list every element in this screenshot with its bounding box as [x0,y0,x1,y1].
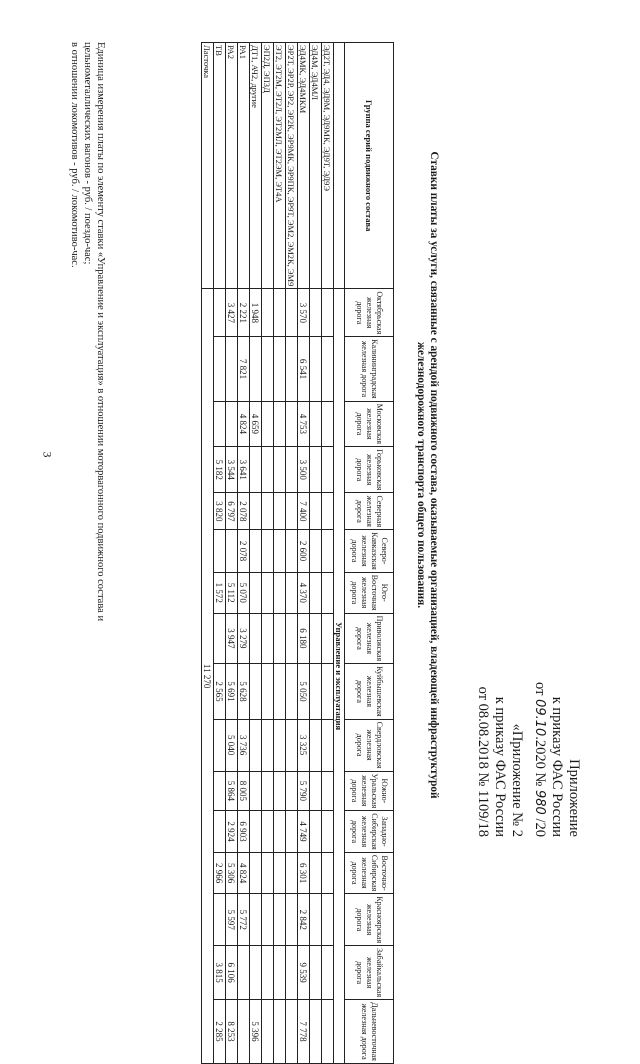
rate-cell [286,946,298,1000]
rate-cell [322,337,334,401]
rate-cell [310,946,322,1000]
column-header: Октябрьская железная дорога [345,289,394,337]
rate-cell [262,447,274,493]
rate-cell [274,664,286,719]
header-line-6: от 08.08.2018 № 1109/18 [475,686,491,837]
row-series-name: ЭД4МК, ЭД4МКМ [298,43,310,289]
rate-cell: 2 078 [238,493,250,530]
row-series-name: РА2 [226,43,238,289]
rate-cell: 4 824 [238,852,250,894]
column-header: Северная железная дорога [345,493,394,530]
rate-cell [274,771,286,811]
rate-cell [310,447,322,493]
section-row [334,43,345,1064]
rate-cell [310,719,322,771]
rate-cell [310,894,322,946]
header-date-day: 09.10 [532,699,547,737]
rate-cell [262,289,274,337]
rate-cell: 8 253 [226,1000,238,1064]
rate-cell [310,771,322,811]
rate-cell [286,572,298,613]
rate-cell: 5 306 [226,852,238,894]
table-row [226,43,238,1064]
rate-cell [310,530,322,573]
rate-cell [322,894,334,946]
note-line-3: в отношении локомотивов - руб. / локомотиво-час. [69,42,80,268]
rate-cell [262,946,274,1000]
rate-cell [250,664,262,719]
rate-cell [250,447,262,493]
row-series-name: ЭД2Т, ЭД4, ЭД9М, ЭД9МК, ЭД9Т, ЭД9Э [322,43,334,289]
rate-cell: 3 427 [226,289,238,337]
rate-cell: 2 842 [298,894,310,946]
rate-cell: 5 597 [226,894,238,946]
rate-cell: 4 749 [298,811,310,853]
header-line-5: к приказу ФАС России [492,696,508,837]
rate-cell [274,289,286,337]
page-number: 3 [40,451,55,458]
rate-cell [286,811,298,853]
rate-cell [286,447,298,493]
rates-table [201,42,394,1064]
header-order-suffix: /20 [532,818,548,837]
row-series-name: ТВ [214,43,226,289]
rate-cell [286,771,298,811]
rate-cell [274,811,286,853]
rate-cell: 5 864 [226,771,238,811]
rate-cell [310,664,322,719]
unit-note [68,42,107,867]
rate-cell [274,530,286,573]
column-header: Красноярская железная дорога [345,894,394,946]
rate-cell: 1 948 [250,289,262,337]
rate-cell: 2 924 [226,811,238,853]
rate-cell: 6 541 [298,337,310,401]
header-date-prefix: от [532,682,548,696]
rate-cell [286,493,298,530]
rate-cell [226,337,238,401]
rate-cell: 4 659 [250,401,262,446]
rate-cell: 4 370 [298,572,310,613]
header-line-3 [531,682,548,837]
rate-cell [250,337,262,401]
rate-cell: 6 903 [238,811,250,853]
row-series-name: ЭД4М, ЭД4МЛ [310,43,322,289]
lastochka-label: Ласточка [202,43,214,289]
rate-cell [262,613,274,664]
rate-cell: 5 050 [298,664,310,719]
rate-cell [310,613,322,664]
rate-cell [322,572,334,613]
row-series-name: РА1 [238,43,250,289]
rate-cell [250,894,262,946]
rate-cell [310,1000,322,1064]
rate-cell [214,613,226,664]
rate-cell: 2 221 [238,289,250,337]
rate-cell: 3 815 [214,946,226,1000]
rate-cell [274,572,286,613]
rate-cell: 3 736 [238,719,250,771]
rate-cell [310,337,322,401]
rate-cell [286,530,298,573]
rate-cell [322,811,334,853]
rate-cell [322,771,334,811]
column-header: Московская железная дорога [345,401,394,446]
rate-cell [286,894,298,946]
rate-cell [286,719,298,771]
rate-cell [322,664,334,719]
rate-cell [286,1000,298,1064]
table-row [214,43,226,1064]
column-header: Юго-Восточная железная дорога [345,572,394,613]
rate-cell [250,946,262,1000]
column-header: Дальневосточная железная дорога [345,1000,394,1064]
rate-cell: 4 753 [298,401,310,446]
rate-cell [310,852,322,894]
header-line-4: «Приложение № 2 [509,723,525,837]
lastochka-value: 11 270 [202,289,214,1064]
rate-cell [262,530,274,573]
rate-cell [226,401,238,446]
rate-cell [262,401,274,446]
row-series-name: ЭР2Т, ЭР2Р, ЭР2, ЭР2К, ЭР9МК, ЭР9ПК, ЭР9Т, ЭМ2, ЭМ2К, ЭМ9 [286,43,298,289]
rate-cell [310,811,322,853]
rate-cell [286,613,298,664]
rate-cell [286,289,298,337]
lastochka-row [202,43,214,1064]
rate-cell [262,771,274,811]
rate-cell [286,664,298,719]
rate-cell: 2 285 [214,1000,226,1064]
rate-cell [274,493,286,530]
column-header: Южно-Уральская железная дорога [345,771,394,811]
column-header: Свердловская железная дорога [345,719,394,771]
rate-cell [262,493,274,530]
rate-cell [214,289,226,337]
rate-cell [250,613,262,664]
rate-cell [250,852,262,894]
rate-cell [322,493,334,530]
rate-cell: 6 797 [226,493,238,530]
rate-cell: 5 182 [214,447,226,493]
rate-cell [274,1000,286,1064]
rate-cell [250,493,262,530]
document-title: Ставки платы за услуги, связанные с арендой подвижного состава, оказываемые организацией, владеющей инфраструктурой железнодорожного транспорта общего пользования. [415,151,440,799]
rate-cell [238,946,250,1000]
rate-cell [310,401,322,446]
rate-cell [262,894,274,946]
rate-cell [238,1000,250,1064]
rate-cell: 9 539 [298,946,310,1000]
rate-cell: 5 040 [226,719,238,771]
table-row [274,43,286,1064]
rate-cell [274,447,286,493]
rate-cell: 7 821 [238,337,250,401]
rate-cell: 5 396 [250,1000,262,1064]
rate-cell: 6 180 [298,613,310,664]
rate-cell: 3 279 [238,613,250,664]
rate-cell [310,572,322,613]
rate-cell: 3 947 [226,613,238,664]
order-header [474,682,582,837]
rate-cell: 2 078 [238,530,250,573]
rate-cell [274,719,286,771]
header-line-2: к приказу ФАС России [549,696,565,837]
section-blank-cell [334,43,345,289]
rate-cell [322,289,334,337]
column-header: Забайкальская железная дорога [345,946,394,1000]
rate-cell [262,572,274,613]
rate-cell [214,337,226,401]
rate-cell: 5 772 [238,894,250,946]
column-header: Куйбышевская железная дорога [345,664,394,719]
rate-cell: 5 790 [298,771,310,811]
rate-cell [274,852,286,894]
rate-cell: 4 824 [238,401,250,446]
rate-cell: 3 325 [298,719,310,771]
rate-cell: 8 005 [238,771,250,811]
column-header: Восточно-Сибирская железная дорога [345,852,394,894]
rate-cell [310,289,322,337]
rate-cell: 3 820 [214,493,226,530]
rate-cell [250,572,262,613]
rate-cell [322,852,334,894]
rate-cell [274,946,286,1000]
rate-cell [274,337,286,401]
header-order-number: 980 [532,790,547,815]
rate-cell [262,852,274,894]
table-row [298,43,310,1064]
rate-cell [322,1000,334,1064]
rate-cell [262,337,274,401]
note-line-2: цельнометаллических вагонов - руб. / поездо-час; [82,42,93,265]
table-header-row [345,43,394,1064]
column-header: Приволжская железная дорога [345,613,394,664]
rate-cell [214,771,226,811]
rate-cell [214,530,226,573]
rate-cell: 7 778 [298,1000,310,1064]
note-line-1: Единица измерения платы по элементу ставки «Управление и эксплуатация» в отношении моторвагонного подвижного состава и [95,42,106,622]
rate-cell [322,401,334,446]
group-column-header: Группа серий подвижного состава [345,43,394,289]
section-title: Управление и эксплуатация [334,289,345,1064]
table-row [250,43,262,1064]
rate-cell [286,401,298,446]
rate-cell [226,530,238,573]
rate-cell: 5 112 [226,572,238,613]
rate-cell [274,401,286,446]
rate-cell [262,811,274,853]
rate-cell: 3 544 [226,447,238,493]
rate-cell [214,401,226,446]
rate-cell: 5 691 [226,664,238,719]
rate-cell [322,530,334,573]
rate-cell [286,337,298,401]
rate-cell [214,719,226,771]
rate-cell [262,664,274,719]
rate-cell [214,811,226,853]
rate-cell: 5 070 [238,572,250,613]
rate-cell [262,719,274,771]
rate-cell [310,493,322,530]
rate-cell [250,530,262,573]
rate-cell: 3 641 [238,447,250,493]
rate-cell [274,894,286,946]
table-row [322,43,334,1064]
column-header: Горьковская железная дорога [345,447,394,493]
rate-cell: 1 572 [214,572,226,613]
rate-cell [322,719,334,771]
rate-cell [322,946,334,1000]
rate-cell: 2 966 [214,852,226,894]
table-row [310,43,322,1064]
column-header: Калининградская железная дорога [345,337,394,401]
rate-cell: 2 600 [298,530,310,573]
rate-cell [214,894,226,946]
row-series-name: ДТ1, АЧ2, другие [250,43,262,289]
table-row [286,43,298,1064]
rate-cell: 5 628 [238,664,250,719]
rate-cell [286,852,298,894]
rate-cell [262,1000,274,1064]
column-header: Северо-Кавказская железная дорога [345,530,394,573]
header-line-1: Приложение [566,759,582,837]
rate-cell: 6 301 [298,852,310,894]
rate-cell [322,613,334,664]
rate-cell: 2 565 [214,664,226,719]
header-date-mid: .2020 № [532,736,548,787]
rate-cell: 6 106 [226,946,238,1000]
rate-cell [250,771,262,811]
rate-cell [250,811,262,853]
rate-cell: 3 570 [298,289,310,337]
rate-cell [250,719,262,771]
table-body [202,43,345,1064]
rate-cell [274,613,286,664]
row-series-name: ЭП2Д, ЭП3Д [262,43,274,289]
rate-cell [322,447,334,493]
row-series-name: ЭТ2, ЭТ2М, ЭТ2Л, ЭТ2МЛ, ЭТ2ЭМ, ЭТ4А [274,43,286,289]
table-row [238,43,250,1064]
rate-cell: 7 400 [298,493,310,530]
column-header: Западно-Сибирская железная дорога [345,811,394,853]
rate-cell: 3 500 [298,447,310,493]
table-row [262,43,274,1064]
